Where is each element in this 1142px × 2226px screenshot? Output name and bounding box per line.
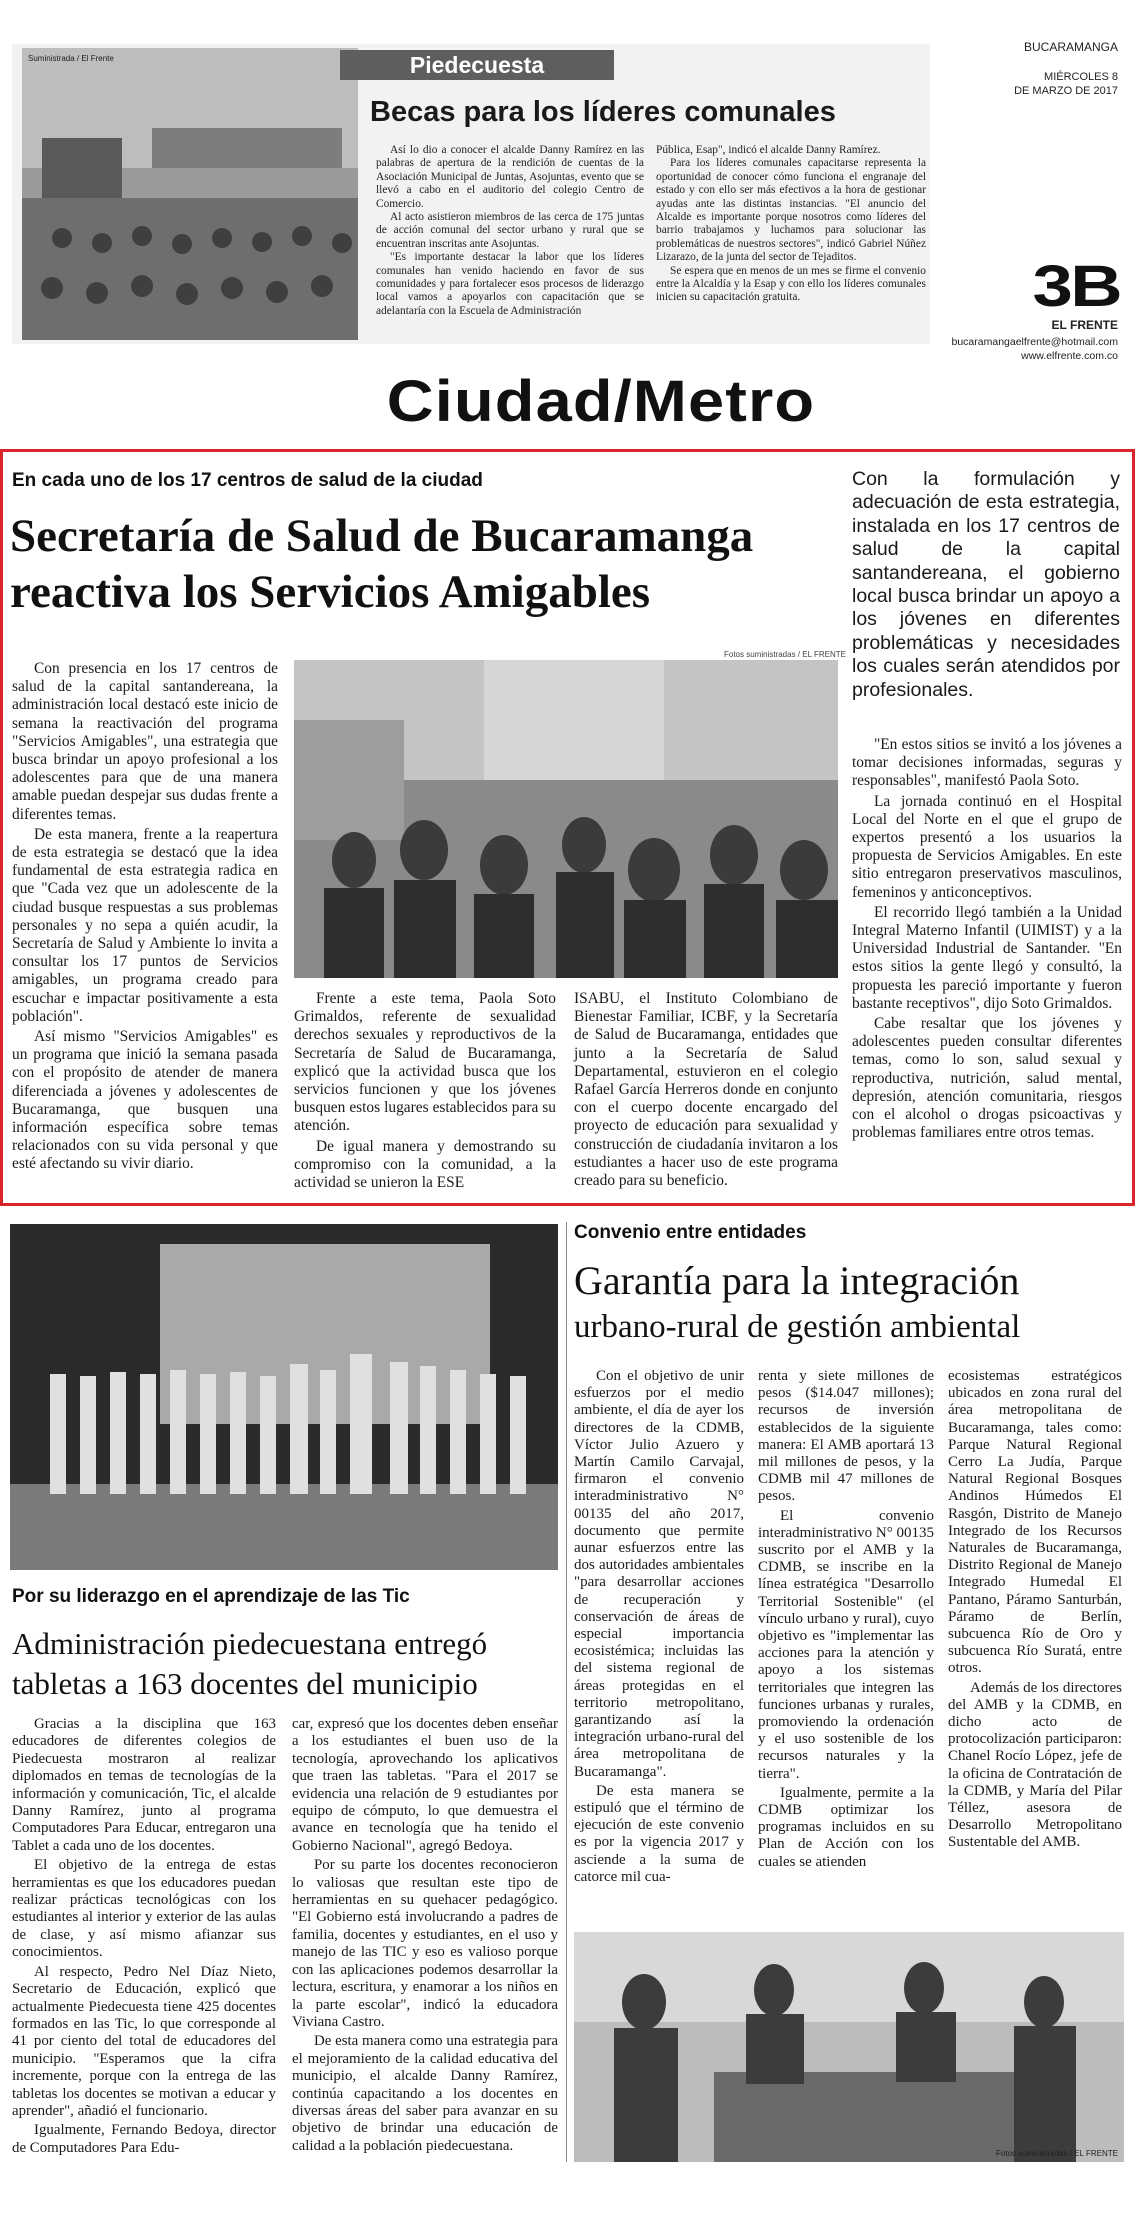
convenio-headline: Garantía para la integración urbano-rural de gestión ambiental (574, 1258, 1021, 1345)
salud-col-4: "En estos sitios se invitó a los jóvenes a tomar decisiones informadas, seguras y responsables", manifestó Paola Soto. La jornada continuó en el Hospital Local del Norte en el que el grupo de expertos presentó a los usuarios la propuesta de Servicios Amigables. En este sitio entregaron preservativos masculinos, femeninos y anticonceptivos. El recorrido llegó también a la Unidad Integral Materno Infantil (UIMIST) y a la Universidad Industrial de Santander. "En estos sitios la gente llegó y consultó, la propuesta les pareció importante y fueron bastante receptivos", dijo Soto Grimaldos. Cabe resaltar que los jóvenes y adolescentes pueden consultar diferentes temas, como lo son, salud sexual y reproductiva, nutrición, salud mental, depresión, atención comunitaria, riesgos con el alcohol o drogas psicoactivas y problemas familiares entre otros temas. (852, 736, 1122, 1142)
tic-col-2: car, expresó que los docentes deben enseñar a los estudiantes el buen uso de la tecnología, aprovechando los aplicativos que traen las tabletas. "Para el 2017 se evidencia una relación de 9 estudiantes por equipo de cómputo, lo que demuestra el avance en tecnología que ha tenido el Gobierno Nacional", agregó Bedoya. Por su parte los docentes reconocieron lo valiosas que resultan este tipo de herramientas en su quehacer pedagógico. "El Gobierno está involucrando a padres de familia, docentes y estudiantes, en el uso y manejo de las TIC y eso es valioso porque con las aplicaciones podemos desarrollar la lectura, escritura, y enamorar a los niños en la parte escolar", indicó la educadora Viviana Castro. De esta manera como una estrategia para el mejoramiento de la calidad educativa del municipio, el alcalde Danny Ramírez, continúa capacitando a los docentes en diversas áreas del saber para avanzar en su objetivo de brindar una educación de calidad a la población piedecuestana. (292, 1716, 558, 2154)
tic-headline: Administración piedecuestana entregó tabletas a 163 docentes del municipio (12, 1626, 488, 1701)
convenio-kicker: Convenio entre entidades (574, 1222, 807, 1243)
top-story-photo (22, 48, 358, 340)
story-tag: Piedecuesta (340, 50, 614, 80)
top-story-headline: Becas para los líderes comunales (370, 96, 836, 128)
tic-kicker: Por su liderazgo en el aprendizaje de las Tic (12, 1586, 410, 1607)
convenio-col-2: renta y siete millones de pesos ($14.047 millones); recursos de inversión establecidos de la siguiente manera: El AMB aportará 13 mil millones de pesos, y la CDMB mil 47 millones de pesos. El convenio interadministrativo N° 00135 suscrito por el AMB y la CDMB, se inscribe en la línea estratégica "Desarrollo Territorial Sostenible" (el vínculo urbano y rural), cuyo objetivo es "implementar las acciones para la atención y apoyo a los sistemas territoriales que integren las funciones urbanas y rurales, promoviendo la ordenación y el uso sostenible de los recursos naturales y la tierra". Igualmente, permite a la CDMB optimizar los programas incluidos en su Plan de Acción con los cuales se atienden (758, 1368, 934, 1870)
photo-credit: Suministrada / El Frente (28, 54, 114, 63)
page-number: 3B (1032, 254, 1120, 319)
website: www.elfrente.com.co (1021, 350, 1118, 362)
salud-photo-credit: Fotos suministradas / EL FRENTE (724, 650, 846, 659)
salud-kicker: En cada uno de los 17 centros de salud de la ciudad (12, 470, 483, 491)
convenio-col-3: ecosistemas estratégicos ubicados en zona rural del área metropolitana de Bucaramanga, tales como: Parque Natural Regional Cerro La Judía, Parque Natural Regional Bosques Andinos Húmedos El Rasgón, Distrito de Manejo Integrado de los Recursos Naturales de Bucaramanga, Distrito Regional de Manejo Integrado Humedal El Pantano, Páramo Santurbán, Páramo de Berlín, subcuenca Río de Oro y subcuenca Río Suratá, entre otros. Además de los directores del AMB y la CDMB, en dicho acto de protocolización participaron: Chanel Rocío López, jefe de la oficina de Contratación de la CDMB, y María del Pilar Téllez, asesora de Desarrollo Metropolitano Sustentable del AMB. (948, 1368, 1122, 1851)
masthead-city: BUCARAMANGA (1023, 40, 1118, 54)
column-rule (566, 1222, 567, 2162)
teachers-stage-photo (10, 1224, 558, 1570)
salud-col-1: Con presencia en los 17 centros de salud de la capital santandereana, la administración local destacó este inicio de semana la reactivación del programa "Servicios Amigables", una estrategia que busca brindar un apoyo profesional a los adolescentes para que de una manera amable puedan despejar sus dudas frente a diferentes temas. De esta manera, frente a la reapertura de esta estrategia se destacó que la idea fundamental de esta estrategia radica en que "Cada vez que un adolescente de la ciudad busque respuestas a sus problemas personales y no sepa a quién acudir, la Secretaría de Salud y Ambiente lo invita a consultar los 17 puntos de Servicios amigables, un programa creado para escuchar e impactar positivamente a esta población". Así mismo "Servicios Amigables" es un programa que inició la semana pasada con el propósito de atender de manera diferenciada a jóvenes y adolescentes de Bucaramanga, que busquen una información específica sobre temas relacionados con su vida personal y que esté afectando su vivir diario. (12, 660, 278, 1173)
signing-photo (574, 1932, 1124, 2162)
top-story (12, 44, 930, 344)
convenio-col-1: Con el objetivo de unir esfuerzos por el medio ambiente, el día de ayer los directores de la CDMB, Víctor Julio Azuero y Martín Camilo Carvajal, firmaron el convenio interadministrativo N° 00135 del año 2017, documento que permite aunar esfuerzos entre las dos autoridades ambientales "para desarrollar acciones de recuperación y conservación de áreas de especial importancia ecosistémica; incluidas las del sistema regional de áreas protegidas en el territorio metropolitano, garantizando así la integración urbano-rural del área metropolitana de Bucaramanga". De esta manera se estipuló que el término de ejecución de este convenio es por la vigencia 2017 y asciende a la suma de catorce mil cua- (574, 1368, 744, 1885)
paper-name: EL FRENTE (1051, 318, 1118, 332)
top-story-col-1: Así lo dio a conocer el alcalde Danny Ramírez en las palabras de apertura de la rendición de cuentas de la Asociación Municipal de Juntas, Asojuntas, evento que se llevó a cabo en el auditorio del colegio Centro de Comercio. Al acto asistieron miembros de las cerca de 175 juntas de acción comunal del sector urbano y rural que se encuentran inscritas ante Asojuntas. "Es importante destacar la labor que los líderes comunales han venido haciendo en favor de sus comunidades y para fortalecer esos procesos de liderazgo local vamos a apoyarlos con capacitación que se adelantaría con la Escuela de Administración (376, 144, 644, 317)
students-photo (294, 660, 838, 978)
tic-col-1: Gracias a la disciplina que 163 educadores de diferentes colegios de Piedecuesta mostraron al realizar diplomados en temas de tecnologías de la información y comunicación, Tic, el alcalde Danny Ramírez, junto al programa Computadores Para Educar, entregaron una Tablet a cada uno de los docentes. El objetivo de la entrega de estas herramientas es que los educadores puedan realizar prácticas tecnológicas con los estudiantes al interior y exterior de las aulas de clase, y así mismo afianzar sus conocimientos. Al respecto, Pedro Nel Díaz Nieto, Secretario de Educación, explicó que actualmente Piedecuesta tiene 425 docentes formados en las Tic, lo que corresponde al 41 por ciento del total de educadores del municipio. "Esperamos que la cifra incremente, porque con la entrega de las tabletas los docentes se motivan a educar y aprender", añadió el funcionario. Igualmente, Fernando Bedoya, director de Computadores Para Edu- (12, 1716, 276, 2156)
section-title: Ciudad/Metro (386, 369, 816, 434)
salud-photo (294, 660, 838, 978)
tic-photo (10, 1224, 558, 1570)
convenio-photo-credit: Fotos suministradas / EL FRENTE (996, 2149, 1118, 2158)
salud-col-3: ISABU, el Instituto Colombiano de Bienestar Familiar, ICBF, y la Secretaría de Salud de Bucaramanga, entidades que junto a la Secretaría de Salud Departamental, estuvieron en el colegio Rafael García Herreros donde en conjunto con el cuerpo docente encargado del proyecto de educación para sexualidad y construcción de ciudadanía invitaron a los estudiantes a hacer uso de este programa creado para su beneficio. (574, 990, 838, 1190)
masthead-date: MIÉRCOLES 8 DE MARZO DE 2017 (1014, 71, 1118, 97)
salud-lead: Con la formulación y adecuación de esta estrategia, instalada en los 17 centros de salud de la capital santandereana, el gobierno local busca brindar un apoyo a los jóvenes en diferentes problemáticas y necesidades los cuales serán atendidos por profesionales. (852, 468, 1120, 701)
convenio-photo (574, 1932, 1124, 2162)
salud-col-2: Frente a este tema, Paola Soto Grimaldos, referente de sexualidad derechos sexuales y reproductivos de la Secretaría de Salud de Bucaramanga, explicó que la actividad busca que los servicios funcionen y que los jóvenes busquen estos lugares establecidos para su atención. De igual manera y demostrando su compromiso con la comunidad, a la actividad se unieron la ESE (294, 990, 556, 1192)
top-story-col-2: Pública, Esap", indicó el alcalde Danny Ramírez. Para los líderes comunales capacitarse representa la oportunidad de conocer cómo funciona el engranaje del estado y con ello ser más efectivos a la hora de gestionar ayudas ante las distintas instancias. "El anuncio del Alcalde es importante porque nosotros como líderes del barrio trabajamos y luchamos para solucionar las problemáticas de nuestros sectores", indicó Gabriel Núñez Lizarazo, de la junta del sector de Tejaditos. Se espera que en menos de un mes se firme el convenio entre la Alcaldía y la Esap y con ello los líderes comunales inicien su capacitación gratuita. (656, 144, 926, 304)
auditorium-photo (22, 48, 358, 340)
salud-headline: Secretaría de Salud de Bucaramanga reactiva los Servicios Amigables (10, 510, 754, 618)
email: bucaramangaelfrente@hotmail.com (951, 336, 1118, 348)
